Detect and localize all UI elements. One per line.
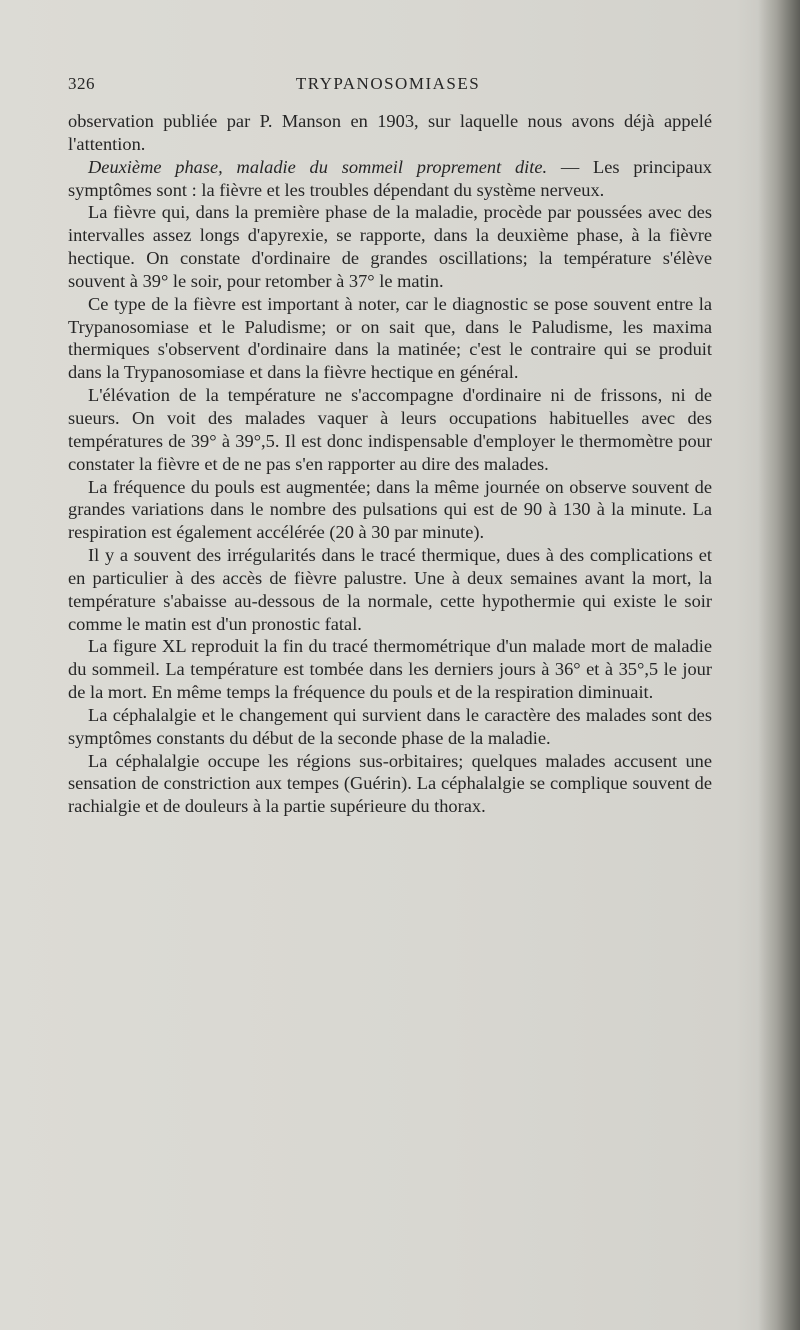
- paragraph-section-heading: [68, 156, 712, 202]
- paragraph-text: L'élévation de la température ne s'accompagne d'ordinaire ni de frissons, ni de sueurs. On voit des malades vaquer à leurs occupations habituelles avec des températures de 39° à 39°,5. Il est donc indispensable d'employer le thermomètre pour constater la fièvre et de ne pas s'en rapporter au dire des malades.: [68, 385, 712, 474]
- paragraph-text: Il y a souvent des irrégularités dans le tracé thermique, dues à des complications et en particulier à des accès de fièvre palustre. Une à deux semaines avant la mort, la température s'abaisse au-dessous de la normale, cette hypothermie qui existe le soir comme le matin est d'un pronostic fatal.: [68, 545, 712, 634]
- section-heading-italic: Deuxième phase, maladie du sommeil proprement dite.: [88, 156, 548, 177]
- paragraph: [68, 635, 712, 704]
- paragraph-text: La fréquence du pouls est augmentée; dans la même journée on observe souvent de grandes variations dans le nombre des pulsations qui est de 90 à 130 à la minute. La respiration est également accélérée (20 à 30 par minute).: [68, 476, 712, 543]
- page-edge-shadow: [758, 0, 800, 1330]
- paragraph: [68, 750, 712, 819]
- paragraph: [68, 704, 712, 750]
- paragraph: [68, 384, 712, 475]
- paragraph-text: La fièvre qui, dans la première phase de la maladie, procède par poussées avec des intervalles assez longs d'apyrexie, se rapporte, dans la deuxième phase, à la fièvre hectique. On constate d'ordinaire de grandes oscillations; la température s'élève souvent à 39° le soir, pour retomber à 37° le matin.: [68, 202, 712, 291]
- paragraph-text: observation publiée par P. Manson en 1903, sur laquelle nous avons déjà appelé l'attention.: [68, 111, 712, 154]
- paragraph-text: La figure XL reproduit la fin du tracé thermométrique d'un malade mort de maladie du sommeil. La température est tombée dans les derniers jours à 36° et à 35°,5 le jour de la mort. En même temps la fréquence du pouls et de la respiration diminuait.: [68, 636, 712, 703]
- paragraph-text: — Les principaux symptômes sont : la fièvre et les troubles dépendant du système nerveux.: [68, 156, 712, 200]
- page-number: 326: [68, 74, 95, 93]
- paragraph: [68, 293, 712, 384]
- paragraph-text: La céphalalgie occupe les régions sus-orbitaires; quelques malades accusent une sensation de constriction aux tempes (Guérin). La céphalalgie se complique souvent de rachialgie et de douleurs à la partie supérieure du thorax.: [68, 750, 712, 817]
- paragraph-text: La céphalalgie et le changement qui survient dans le caractère des malades sont des symptômes constants du début de la seconde phase de la maladie.: [68, 704, 712, 748]
- running-header: [68, 74, 708, 98]
- paragraph-continuation: [68, 110, 712, 156]
- paragraph: [68, 476, 712, 545]
- running-title: TRYPANOSOMIASES: [295, 74, 481, 93]
- paragraph: [68, 201, 712, 292]
- body-text: [68, 110, 712, 818]
- paragraph-text: Ce type de la fièvre est important à noter, car le diagnostic se pose souvent entre la Trypanosomiase et le Paludisme; or on sait que, dans le Paludisme, les maxima thermiques s'observent d'ordinaire dans la matinée; c'est le contraire qui se produit dans la Trypanosomiase et dans la fièvre hectique en général.: [68, 293, 712, 383]
- paragraph: [68, 544, 712, 635]
